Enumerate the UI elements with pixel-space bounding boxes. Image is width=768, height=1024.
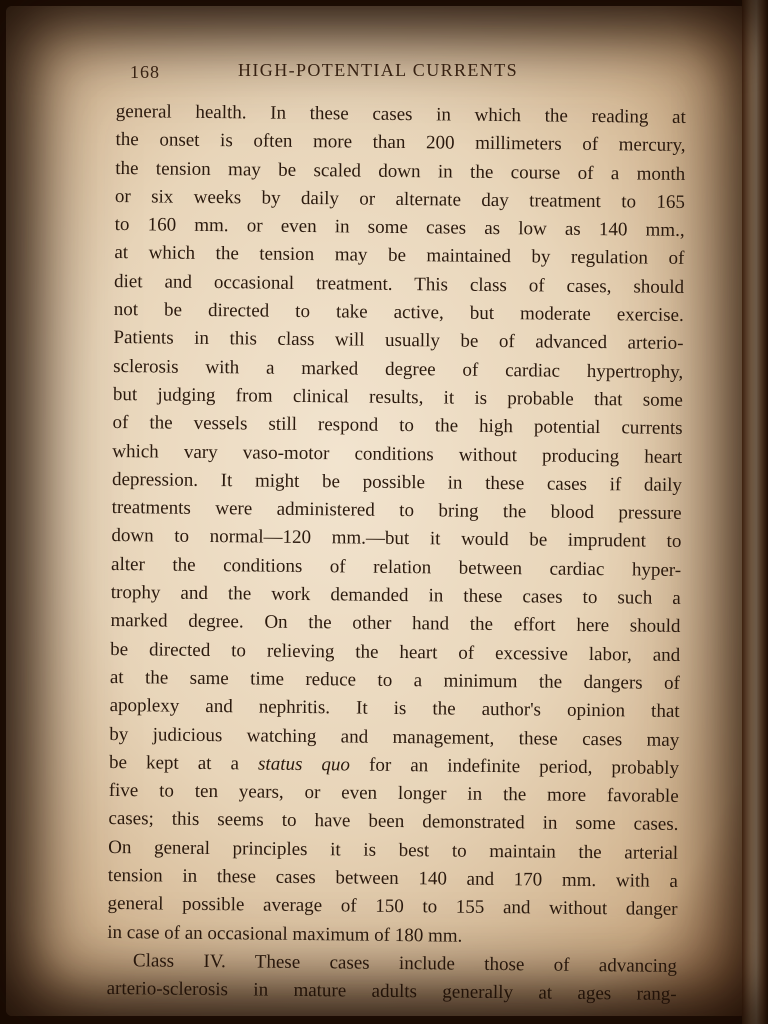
text-line: depression. It might be possible in these cases if daily (111, 468, 683, 496)
text-line: down to normal—120 mm.—but it would be imprudent to (111, 525, 682, 553)
text-line: but judging from clinical results, it is probable that some (112, 383, 683, 411)
text-line: not be directed to take active, but moderate exercise. (113, 299, 684, 327)
text-line: general possible average of 150 to 155 and without danger (107, 893, 678, 921)
text-line: at the same time reduce to a minimum the dangers of (109, 666, 681, 694)
running-title: HIGH-POTENTIAL CURRENTS (238, 60, 519, 80)
text-line: of the vessels still respond to the high potential currents (112, 412, 683, 440)
text-line: marked degree. On the other hand the effort here should (110, 610, 681, 638)
text-line: diet and occasional treatment. This class of cases, should (113, 270, 685, 298)
text-segment: be kept at a (108, 751, 259, 775)
text-line: tension in these cases between 140 and 170 mm. with a (107, 864, 678, 892)
paragraph-start-line: Class IV. These cases include those of advancing (132, 950, 678, 977)
text-line: or six weeks by daily or alternate day treatment to 165 (114, 185, 686, 213)
text-line: On general principles it is best to maintain the arterial (108, 836, 679, 864)
text-line: the onset is often more than 200 millimeters of mercury, (115, 129, 686, 157)
text-line: five to ten years, or even longer in the more favorable (108, 780, 679, 808)
text-line: Patients in this class will usually be of advanced arterio- (113, 327, 684, 355)
page-header (130, 60, 570, 86)
text-line: alter the conditions of relation between cardiac hyper- (111, 553, 682, 581)
italic-phrase: status quo (257, 753, 351, 776)
text-line: apoplexy and nephritis. It is the author's opinion that (109, 695, 680, 723)
text-line: at which the tension may be maintained by regulation of (114, 242, 685, 270)
paragraph-end-line: in case of an occasional maximum of 180 mm. (107, 921, 463, 947)
page-number: 168 (130, 62, 160, 82)
text-line: general health. In these cases in which the reading at (115, 100, 686, 128)
body-text (107, 98, 686, 1009)
text-line: be directed to relieving the heart of excessive labor, and (110, 638, 681, 666)
book-page (6, 6, 746, 1016)
text-line: sclerosis with a marked degree of cardiac hypertrophy, (113, 355, 684, 383)
text-line: trophy and the work demanded in these cases to such a (110, 582, 681, 609)
text-line: the tension may be scaled down in the course of a month (115, 157, 686, 185)
book-spine-edge (742, 0, 768, 1024)
text-line: to 160 mm. or even in some cases as low as 140 mm., (114, 214, 685, 242)
text-line: which vary vaso-motor conditions without producing heart (112, 440, 683, 468)
text-line: treatments were administered to bring the blood pressure (111, 497, 682, 525)
text-line: arterio-sclerosis in mature adults generally at ages rang- (106, 978, 677, 1006)
text-line: by judicious watching and management, these cases may (109, 723, 680, 751)
text-segment: for an indefinite period, probably (349, 754, 680, 779)
text-line: cases; this seems to have been demonstrated in some cases. (108, 808, 679, 836)
